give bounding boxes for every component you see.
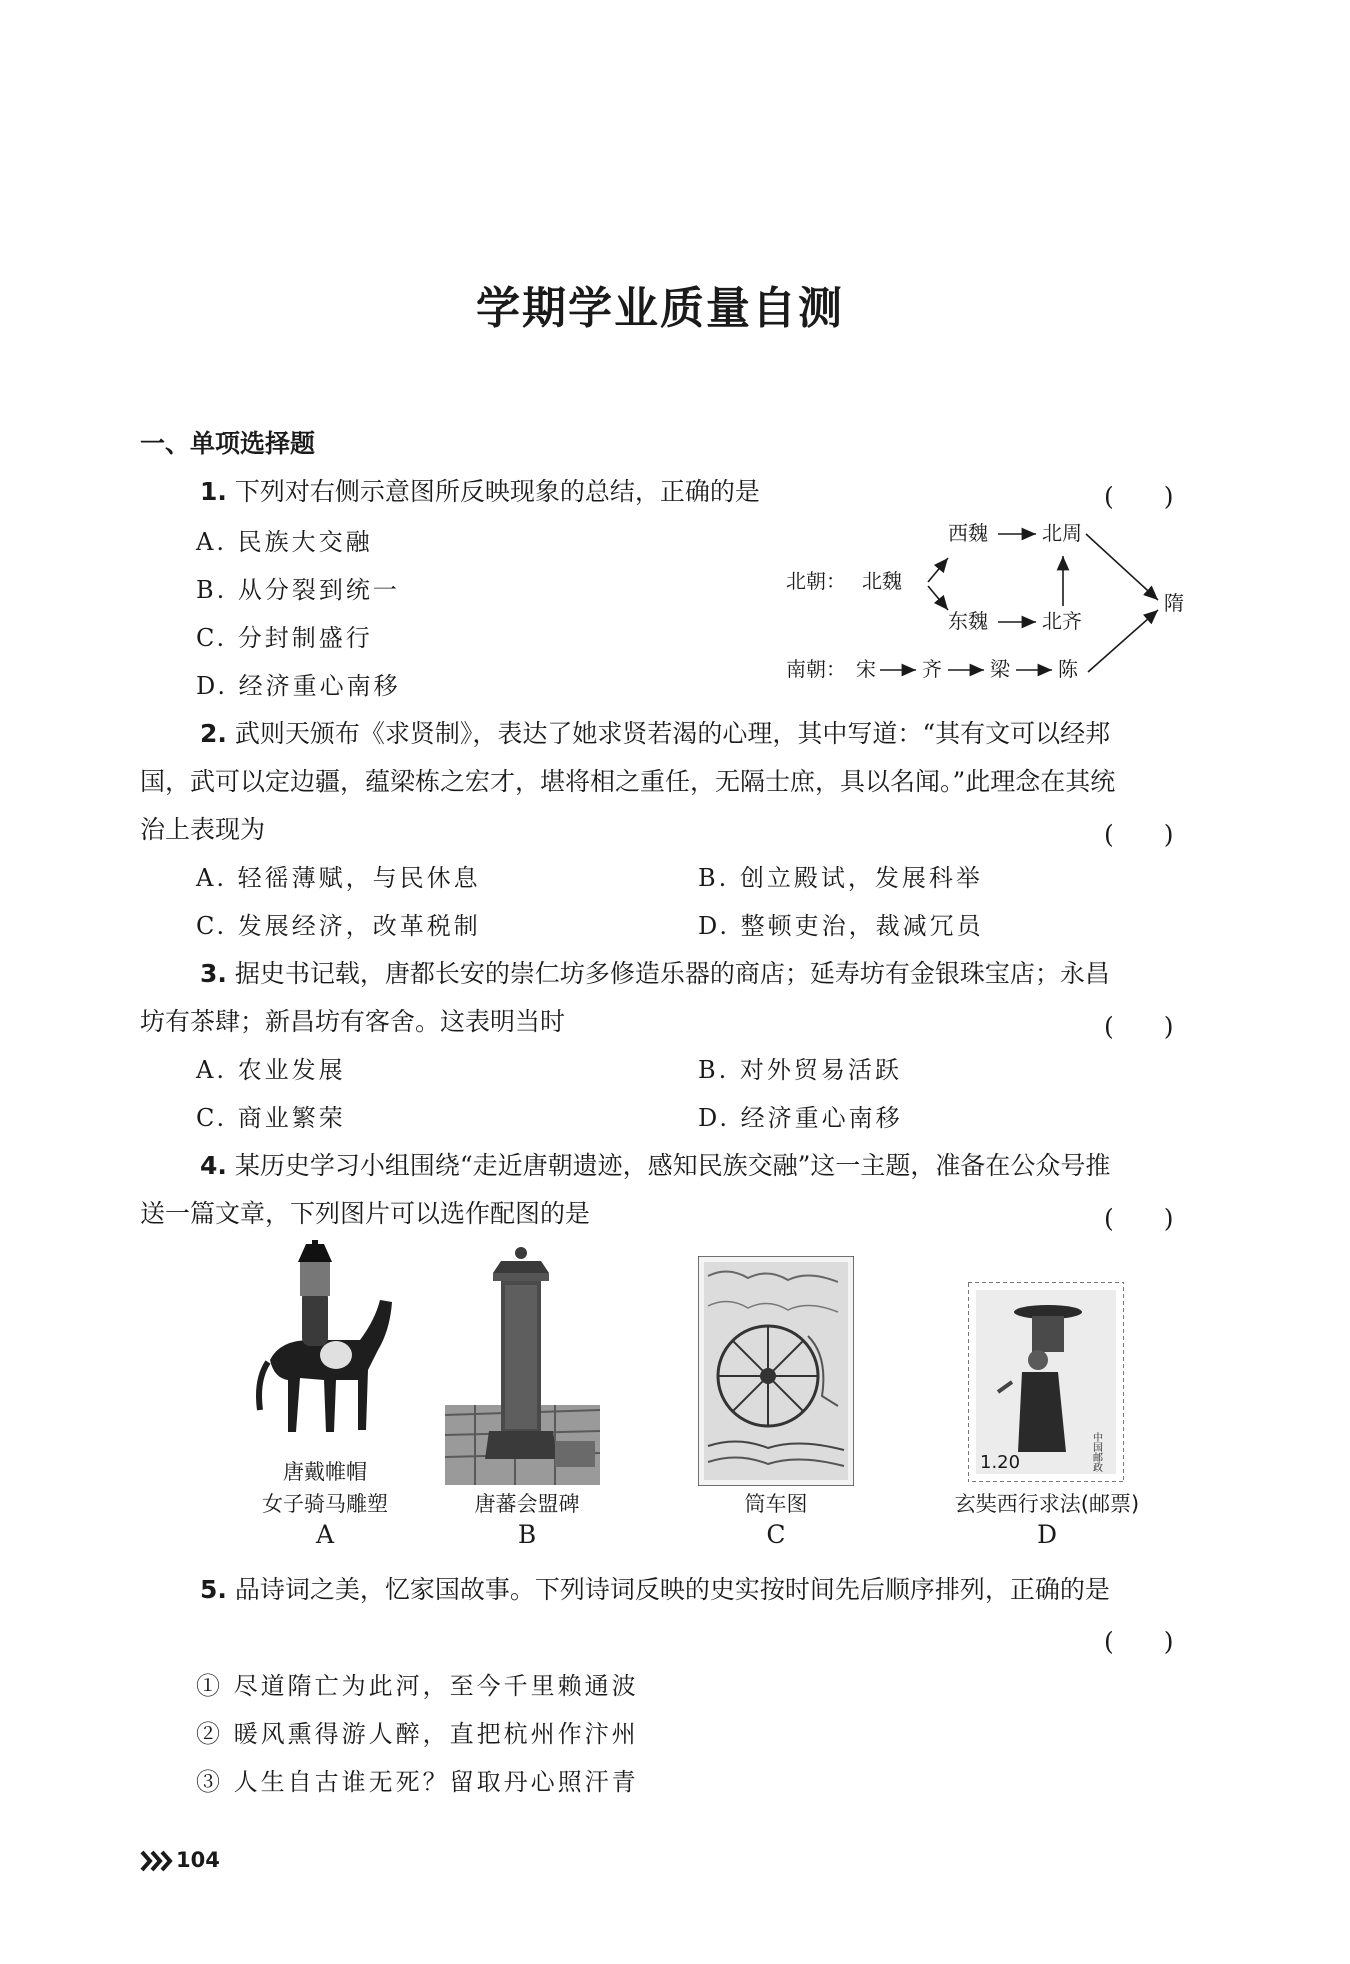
arrow-beiwei-dongwei <box>928 586 948 610</box>
question-number: 1. <box>200 477 227 506</box>
question-number: 4. <box>200 1151 227 1180</box>
image-c-letter: C <box>766 1520 786 1549</box>
question-2 <box>200 710 1110 758</box>
image-b-letter: B <box>517 1520 537 1549</box>
image-a-caption-line-2: 女子骑马雕塑 <box>262 1492 388 1516</box>
option-b: B. 对外贸易活跃 <box>698 1056 902 1084</box>
north-dynasties-label: 北朝： <box>786 569 846 593</box>
dynasty-diagram <box>770 510 1210 690</box>
question-text-line-2: 国，武可以定边疆，蕴梁栋之宏才，堪将相之重任，无隔士庶，具以名闻。”此理念在其统 <box>140 767 1116 796</box>
south-dynasties-label: 南朝： <box>786 657 846 681</box>
beizhou-label: 北周 <box>1042 521 1082 545</box>
image-a-letter: A <box>315 1520 335 1549</box>
question-text-line-1: 据史书记载，唐都长安的崇仁坊多修造乐器的商店；延寿坊有金银珠宝店；永昌 <box>234 959 1110 988</box>
question-number: 2. <box>200 719 227 748</box>
question-text: 下列对右侧示意图所反映现象的总结，正确的是 <box>234 477 760 506</box>
page-number: 104 <box>176 1848 220 1872</box>
image-d-letter: D <box>1036 1520 1058 1549</box>
question-4 <box>200 1142 1110 1190</box>
answer-bracket: ( ) <box>1104 820 1174 849</box>
question-1 <box>200 468 760 516</box>
arrow-beizhou-sui <box>1086 534 1158 600</box>
answer-bracket: ( ) <box>1104 482 1174 511</box>
section-heading: 一、单项选择题 <box>140 429 316 458</box>
answer-bracket: ( ) <box>1104 1012 1174 1041</box>
option-a: A. 农业发展 <box>196 1056 346 1084</box>
image-b-caption: 唐蕃会盟碑 <box>474 1492 580 1516</box>
question-3 <box>200 950 1110 998</box>
option-d: D. 经济重心南移 <box>698 1104 903 1132</box>
sui-label: 隋 <box>1164 591 1184 615</box>
option-b: B. 创立殿试，发展科举 <box>698 864 983 892</box>
xuanzang-stamp-image <box>968 1282 1124 1482</box>
answer-bracket: ( ) <box>1104 1204 1174 1233</box>
page-title: 学期学业质量自测 <box>476 283 844 334</box>
option-d: D. 经济重心南移 <box>196 672 401 700</box>
question-5 <box>200 1566 1110 1614</box>
dongwei-label: 东魏 <box>948 609 988 633</box>
tang-tubo-stele-image <box>445 1245 600 1485</box>
option-a: A. 民族大交融 <box>196 528 373 556</box>
qi-label: 齐 <box>922 657 942 681</box>
stamp-value: 1.20 <box>980 1452 1021 1473</box>
beiqi-label: 北齐 <box>1042 609 1082 633</box>
question-text-line-2: 送一篇文章，下列图片可以选作配图的是 <box>140 1199 591 1228</box>
poem-item-1: ① 尽道隋亡为此河，至今千里赖通波 <box>196 1672 639 1700</box>
question-number: 3. <box>200 959 227 988</box>
liang-label: 梁 <box>990 657 1010 681</box>
xiwei-label: 西魏 <box>948 521 988 545</box>
water-wheel-drawing-image <box>698 1256 854 1486</box>
beiwei-label: 北魏 <box>862 569 902 593</box>
poem-item-3: ③ 人生自古谁无死？留取丹心照汗青 <box>196 1768 639 1796</box>
option-c: C. 分封制盛行 <box>196 624 373 652</box>
question-text: 品诗词之美，忆家国故事。下列诗词反映的史实按时间先后顺序排列，正确的是 <box>234 1575 1110 1604</box>
poem-item-2: ② 暖风熏得游人醉，直把杭州作汴州 <box>196 1720 639 1748</box>
answer-bracket: ( ) <box>1104 1627 1174 1656</box>
option-b: B. 从分裂到统一 <box>196 576 400 604</box>
arrow-chen-sui <box>1088 610 1158 672</box>
question-text-line-3: 治上表现为 <box>140 815 266 844</box>
option-d: D. 整顿吏治，裁减冗员 <box>698 912 984 940</box>
image-d-caption: 玄奘西行求法(邮票) <box>954 1492 1140 1516</box>
question-text-line-2: 坊有茶肆；新昌坊有客舍。这表明当时 <box>140 1007 566 1036</box>
image-a-caption-line-1: 唐戴帷帽 <box>283 1460 367 1484</box>
option-c: C. 商业繁荣 <box>196 1104 346 1132</box>
horse-rider-sculpture-image <box>250 1240 400 1440</box>
question-number: 5. <box>200 1575 227 1604</box>
arrow-beiwei-xiwei <box>928 558 948 582</box>
chen-label: 陈 <box>1058 657 1078 681</box>
triple-chevron-icon <box>140 1850 176 1872</box>
stamp-country: 中国邮政 <box>1090 1432 1102 1472</box>
option-a: A. 轻徭薄赋，与民休息 <box>196 864 481 892</box>
image-c-caption: 筒车图 <box>744 1492 808 1516</box>
song-label: 宋 <box>856 657 876 681</box>
question-text-line-1: 某历史学习小组围绕“走近唐朝遗迹，感知民族交融”这一主题，准备在公众号推 <box>234 1151 1111 1180</box>
question-text-line-1: 武则天颁布《求贤制》，表达了她求贤若渴的心理，其中写道：“其有文可以经邦 <box>234 719 1111 748</box>
option-c: C. 发展经济，改革税制 <box>196 912 481 940</box>
